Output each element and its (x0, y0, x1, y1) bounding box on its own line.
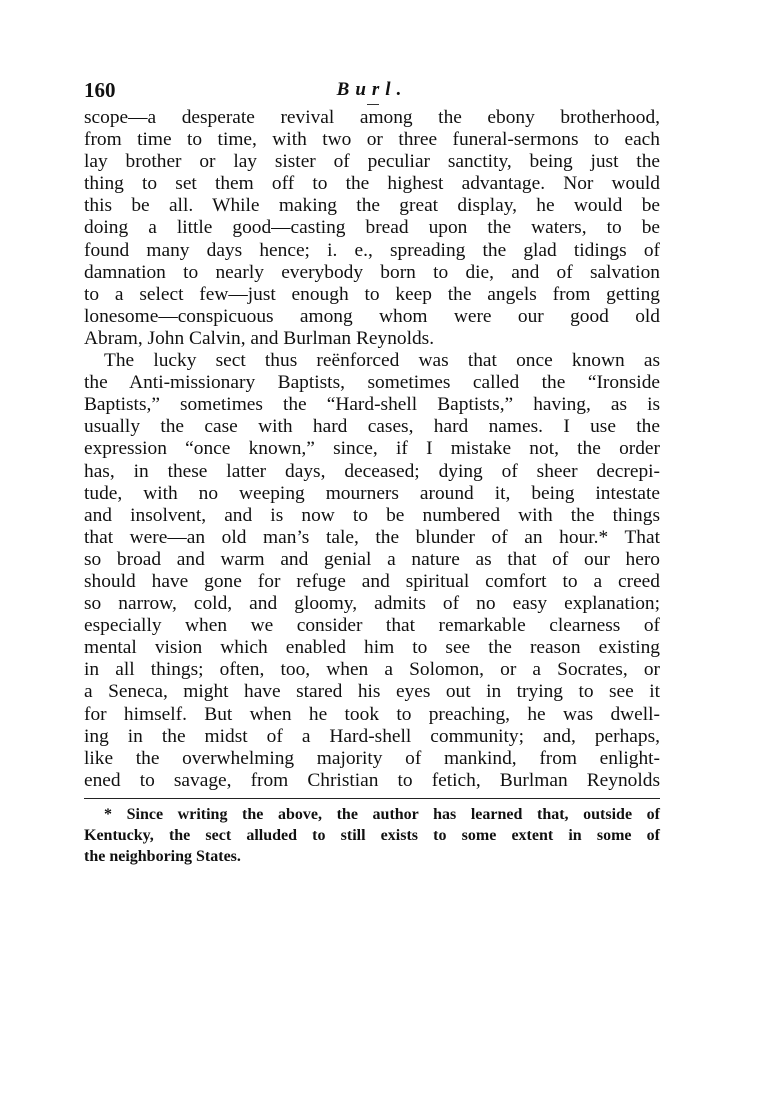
text-line: doing a little good—casting bread upon the waters, to be (84, 217, 660, 239)
text-line: from time to time, with two or three funeral-sermons to each (84, 129, 660, 151)
text-line: that were—an old man’s tale, the blunder of an hour.* That (84, 526, 660, 548)
text-line: damnation to nearly everybody born to die, and of salvation (84, 261, 660, 283)
text-line: tude, with no weeping mourners around it, being intestate (84, 482, 660, 504)
text-line: usually the case with hard cases, hard names. I use the (84, 416, 660, 438)
page-number: 160 (84, 78, 116, 102)
body-text (84, 107, 660, 792)
text-line: ing in the midst of a Hard-shell community; and, perhaps, (84, 725, 660, 747)
text-line: has, in these latter days, deceased; dying of sheer decrepi- (84, 460, 660, 482)
text-line: mental vision which enabled him to see the reason existing (84, 637, 660, 659)
footnote-rule (84, 798, 660, 799)
running-head (84, 78, 660, 102)
text-line: so broad and warm and genial a nature as that of our hero (84, 548, 660, 570)
text-line: expression “once known,” since, if I mistake not, the order (84, 438, 660, 460)
footnote-line: the neighboring States. (84, 847, 241, 865)
text-line: Baptists,” sometimes the “Hard-shell Baptists,” having, as is (84, 394, 660, 416)
text-line: like the overwhelming majority of mankind, from enlight- (84, 747, 660, 769)
footnote-line: Kentucky, the sect alluded to still exists to some extent in some of (84, 826, 660, 844)
text-line: lonesome—conspicuous among whom were our good old (84, 305, 660, 327)
text-line: the Anti-missionary Baptists, sometimes called the “Ironside (84, 372, 660, 394)
text-line: The lucky sect thus reënforced was that once known as (104, 350, 660, 372)
text-line: Abram, John Calvin, and Burlman Reynolds. (84, 327, 435, 349)
text-line: a Seneca, might have stared his eyes out in trying to see it (84, 681, 660, 703)
text-line: for himself. But when he took to preaching, he was dwell- (84, 703, 660, 725)
text-line: this be all. While making the great display, he would be (84, 195, 660, 217)
text-line: scope—a desperate revival among the ebony brotherhood, (84, 107, 660, 128)
text-line: ened to savage, from Christian to fetich, Burlman Reynolds (84, 769, 660, 791)
text-line: especially when we consider that remarkable clearness of (84, 615, 660, 637)
text-line: found many days hence; i. e., spreading the glad tidings of (84, 239, 660, 261)
book-page (84, 78, 660, 867)
text-line: so narrow, cold, and gloomy, admits of no easy explanation; (84, 593, 660, 615)
text-line: in all things; often, too, when a Solomon, or a Socrates, or (84, 659, 660, 681)
text-line: should have gone for refuge and spiritual comfort to a creed (84, 570, 660, 592)
text-line: to a select few—just enough to keep the angels from getting (84, 283, 660, 305)
text-line: thing to set them off to the highest advantage. Nor would (84, 173, 660, 195)
title-rule (367, 104, 379, 105)
running-title: Burl. (336, 79, 408, 100)
text-line: lay brother or lay sister of peculiar sanctity, being just the (84, 151, 660, 173)
text-line: and insolvent, and is now to be numbered with the things (84, 504, 660, 526)
footnote (84, 804, 660, 867)
footnote-line: * Since writing the above, the author has learned that, outside of (104, 805, 660, 823)
